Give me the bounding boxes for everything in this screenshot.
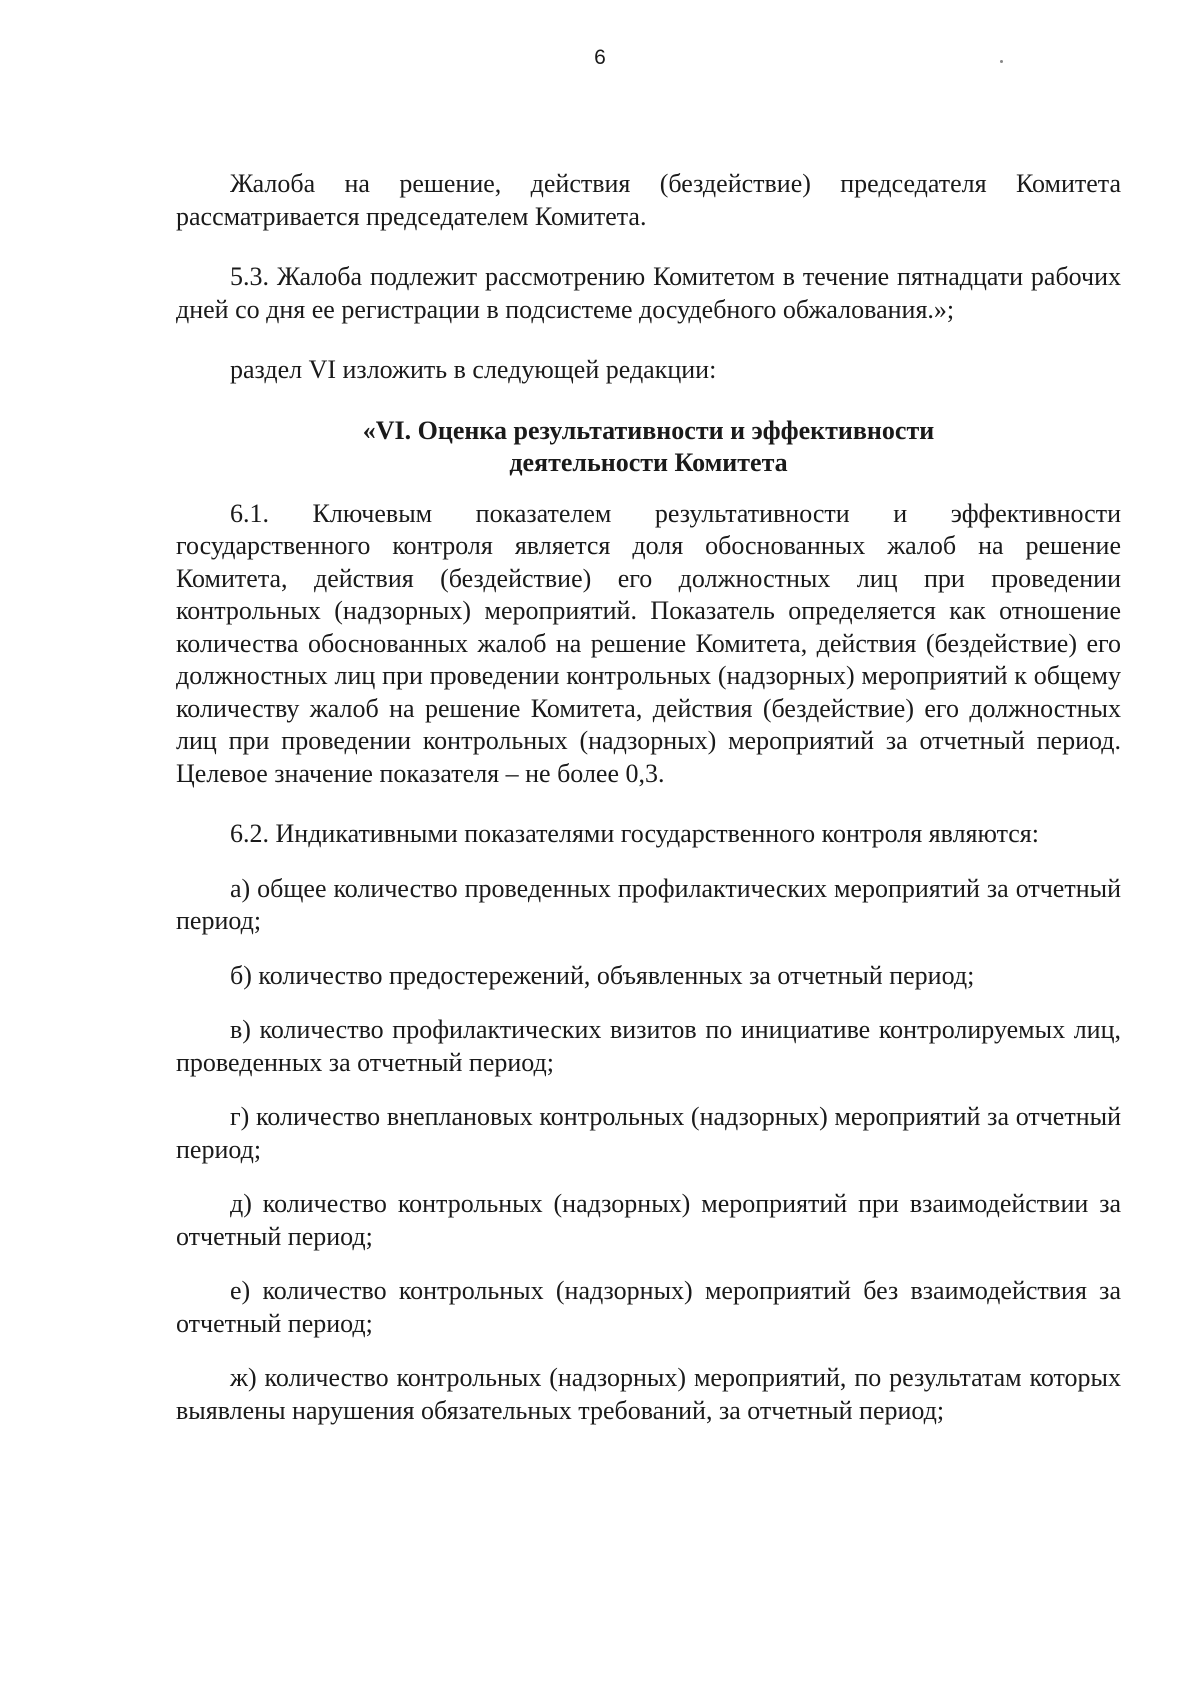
page-number: 6	[594, 46, 606, 69]
list-item-b: б) количество предостережений, объявленных за отчетный период;	[230, 960, 975, 990]
list-item-zh: ж) количество контрольных (надзорных) мероприятий, по результатам которых выявлены нарушения обязательных требований, за отчетный период;	[176, 1363, 1121, 1425]
list-item-g: г) количество внеплановых контрольных (надзорных) мероприятий за отчетный период;	[176, 1102, 1121, 1164]
paragraph-complaint-chairman: Жалоба на решение, действия (бездействие) председателя Комитета рассматривается председателем Комитета.	[176, 169, 1121, 231]
section-heading-line2: деятельности Комитета	[509, 448, 788, 477]
section-heading	[176, 415, 1121, 480]
list-item-v: в) количество профилактических визитов по инициативе контролируемых лиц, проведенных за отчетный период;	[176, 1015, 1121, 1077]
paragraph-section-vi-intro: раздел VI изложить в следующей редакции:	[230, 355, 717, 384]
list-item-e: е) количество контрольных (надзорных) мероприятий без взаимодействия за отчетный период;	[176, 1276, 1121, 1338]
paragraph-6-2: 6.2. Индикативными показателями государственного контроля являются:	[230, 819, 1039, 848]
paragraph-6-1: 6.1. Ключевым показателем результативности и эффективности государственного контроля является доля обоснованных жалоб на решение Комитета, действия (бездействие) его должностных лиц при проведении контрольных (надзорных) мероприятий. Показатель определяется как отношение количества обоснованных жалоб на решение Комитета, действия (бездействие) его должностных лиц при проведении контрольных (надзорных) мероприятий к общему количеству жалоб на решение Комитета, действия (бездействие) его должностных лиц при проведении контрольных (надзорных) мероприятий за отчетный период. Целевое значение показателя – не более 0,3.	[176, 498, 1121, 788]
paragraph-5-3: 5.3. Жалоба подлежит рассмотрению Комитетом в течение пятнадцати рабочих дней со дня ее регистрации в подсистеме досудебного обжалования.»;	[176, 262, 1121, 324]
document-body	[176, 168, 1121, 1449]
list-item-d: д) количество контрольных (надзорных) мероприятий при взаимодействии за отчетный период;	[176, 1189, 1121, 1251]
scan-speck	[1000, 60, 1003, 63]
list-item-a: а) общее количество проведенных профилактических мероприятий за отчетный период;	[176, 873, 1121, 935]
section-heading-line1: «VI. Оценка результативности и эффективности	[362, 415, 935, 445]
